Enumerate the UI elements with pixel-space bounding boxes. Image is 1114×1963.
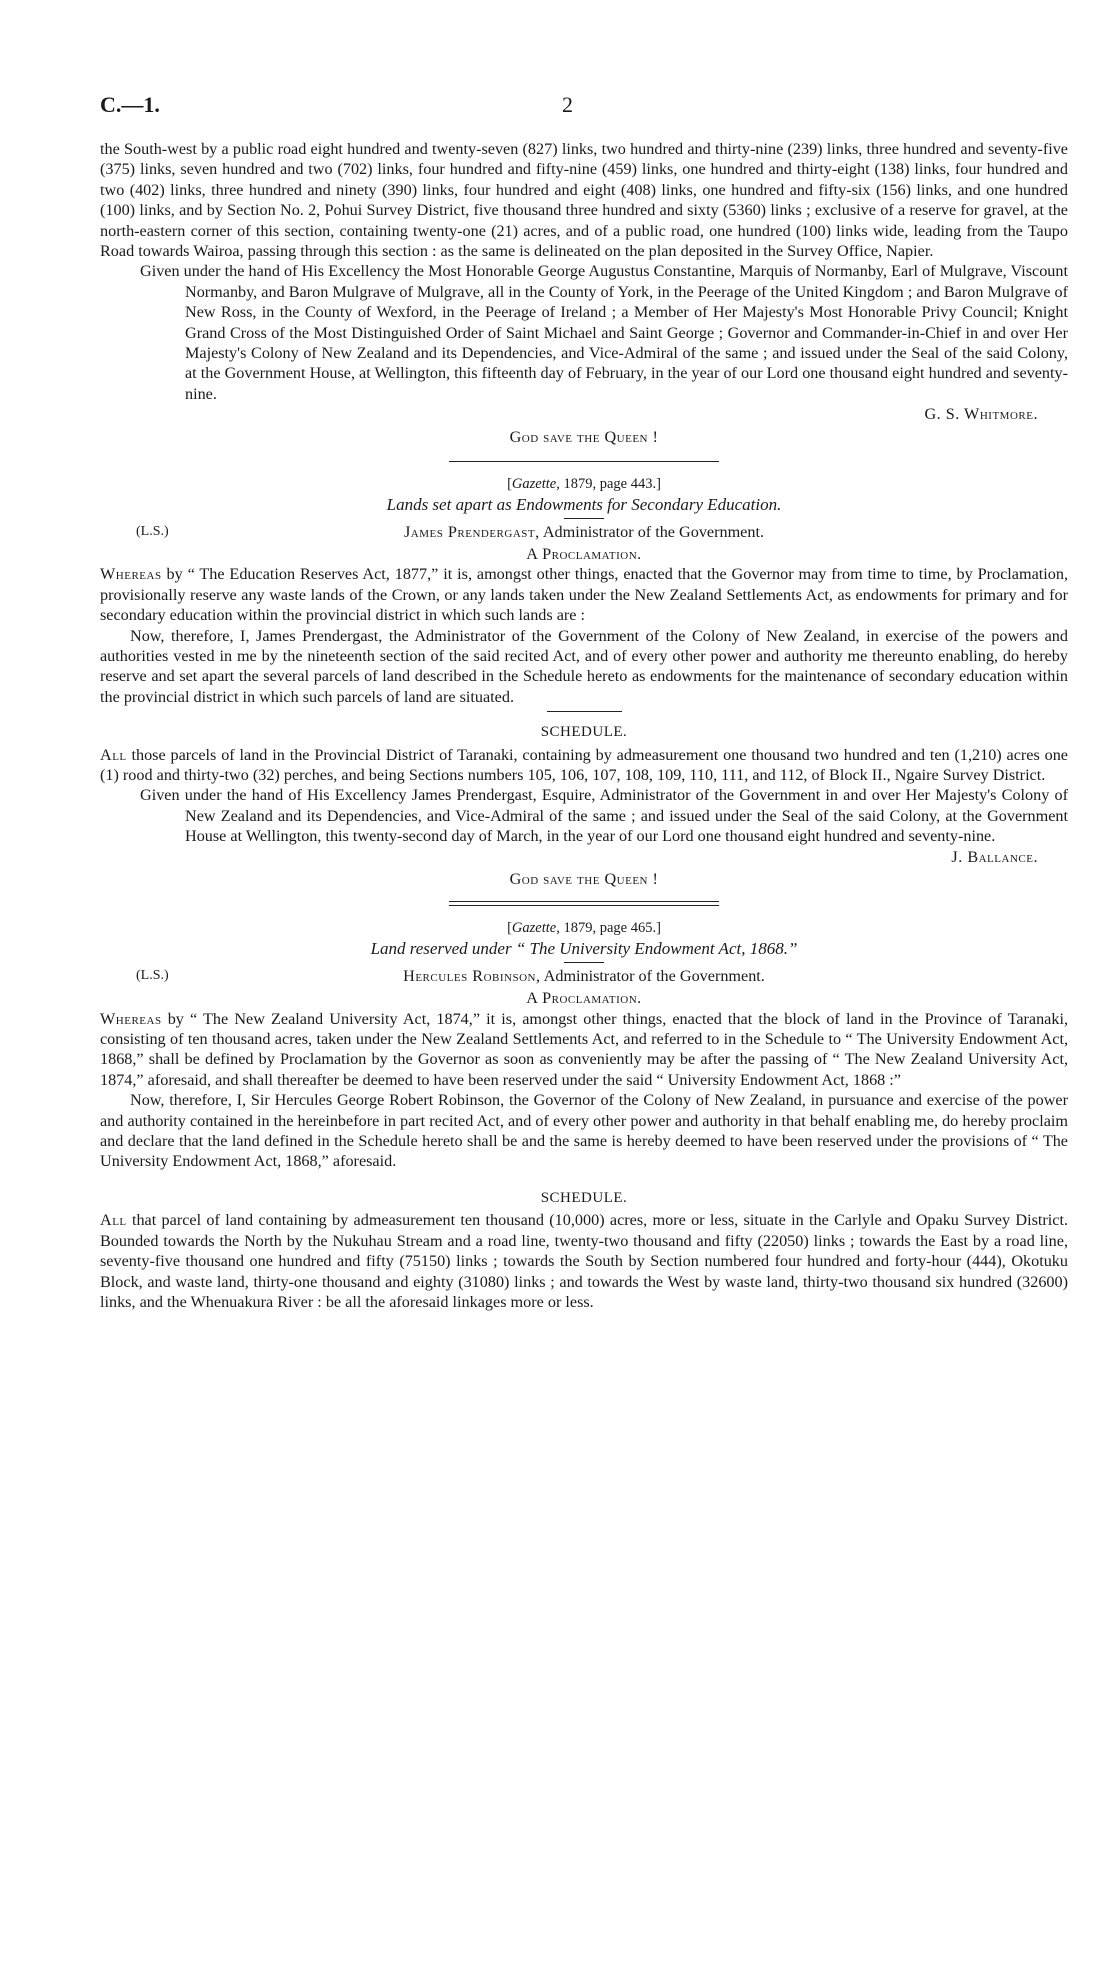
- document-page: [100, 92, 1068, 1312]
- signature-whitmore: G. S. Whitmore.: [924, 405, 1038, 424]
- now-therefore-paragraph: Now, therefore, I, Sir Hercules George Robert Robinson, the Governor of the Colony of New Zealand, in pursuance and exercise of the power and authority contained in the hereinbefore in part recited Act, and of every other power and authority in that behalf enabling me, do hereby proclaim and declare that the land defined in the Schedule hereto shall be and the same is hereby deemed to have been reserved under the provisions of “ The University Endowment Act, 1868,” aforesaid.: [100, 1091, 1068, 1171]
- page-number: 2: [562, 92, 573, 117]
- short-divider: [564, 518, 604, 519]
- god-save-the-queen: God save the Queen !: [509, 870, 659, 888]
- schedule-paragraph: [100, 1210, 1068, 1312]
- whereas-word: Whereas: [100, 1009, 162, 1028]
- schedule-text: those parcels of land in the Provincial District of Taranaki, containing by admeasurement one thousand two hundred and ten (1,210) acres one (1) rood and thirty-two (32) perches, and being Sections numbers 105, 106, 107, 108, 109, 110, 111, and 112, of Block II., Ngaire Survey District.: [100, 745, 1068, 784]
- schedule-heading: SCHEDULE.: [540, 1189, 628, 1206]
- administrator-name: James Prendergast,: [403, 522, 540, 541]
- whereas-text: by “ The Education Reserves Act, 1877,” it is, amongst other things, enacted that the Governor may from time to time, by Proclamation, provisionally reserve any waste lands of the Crown, or any lands taken under the New Zealand Settlements Act, as endowments for primary and for secondary education within the provincial district in which such lands are :: [100, 565, 1068, 625]
- proclamation-heading: A Proclamation.: [526, 989, 642, 1008]
- signature-ballance: J. Ballance.: [951, 847, 1038, 866]
- god-save-the-queen: God save the Queen !: [509, 427, 659, 446]
- gazette-reference: [Gazette, 1879, page 443.]: [507, 476, 661, 493]
- notice-subject: Land reserved under “ The University Endowment Act, 1868.”: [370, 938, 798, 958]
- proclamation-heading: A Proclamation.: [526, 544, 642, 563]
- administrator-title: Administrator of the Government.: [539, 522, 765, 541]
- whereas-paragraph: [100, 1009, 1068, 1091]
- series-code: C.—1.: [100, 92, 160, 117]
- gazette-word: Gazette,: [511, 476, 560, 493]
- page-header: [100, 92, 1068, 139]
- whereas-text: by “ The New Zealand University Act, 1874,” it is, amongst other things, enacted that the block of land in the Province of Taranaki, consisting of ten thousand acres, taken under the New Zealand Settlements Act, and referred to in the Schedule to “ The University Endowment Act, 1868,” shall be defined by Proclamation by the Governor as soon as conveniently may be after the passing of “ The New Zealand University Act, 1874,” aforesaid, and shall thereafter be deemed to have been reserved under the said “ University Endowment Act, 1868 :”: [100, 1009, 1068, 1089]
- section-divider: [449, 461, 719, 462]
- short-divider: [564, 962, 604, 963]
- all-word: All: [100, 745, 127, 764]
- all-word: All: [100, 1211, 127, 1230]
- whereas-word: Whereas: [100, 565, 162, 584]
- gazette-word: Gazette,: [511, 920, 560, 937]
- now-therefore-paragraph: Now, therefore, I, James Prendergast, the Administrator of the Government of the Colony of New Zealand, in exercise of the powers and authorities vested in me by the nineteenth section of the said recited Act, and of every other power and authority me thereunto enabling, do hereby reserve and set apart the several parcels of land described in the Schedule hereto as endowments for the maintenance of secondary education within the provincial district in which such parcels of land are situated.: [100, 626, 1068, 706]
- notice-subject: Lands set apart as Endowments for Secondary Education.: [386, 494, 782, 514]
- administrator-line: [100, 966, 1068, 988]
- continuation-paragraph: the South-west by a public road eight hundred and twenty-seven (827) links, two hundred and thirty-nine (239) links, three hundred and seventy-five (375) links, seven hundred and two (702) links, four hundred and fifty-nine (459) links, one hundred and thirty-eight (138) links, four hundred and two (402) links, three hundred and ninety (390) links, four hundred and eight (408) links, one hundred and fifty-six (156) links, and one hundred (100) links, and by Section No. 2, Pohui Survey District, five thousand three hundred and sixty (5360) links ; exclusive of a reserve for gravel, at the north-eastern corner of this section, containing twenty-one (21) acres, and of a public road, one hundred (100) links wide, leading from the Taupo Road towards Wairoa, passing through this section : as the same is delineated on the plan deposited in the Survey Office, Napier.: [100, 140, 1068, 261]
- schedule-text: that parcel of land containing by admeasurement ten thousand (10,000) acres, more or less, situate in the Carlyle and Opaku Survey District. Bounded towards the North by the Nukuhau Stream and a road line, twenty-two thousand and fifty (22050) links ; towards the East by a road line, seventy-five thousand one hundred and fifty (75150) links ; towards the South by Section numbered four hundred and forty-hour (444), Okotuku Block, and waste land, thirty-one thousand and eighty (31080) links ; and towards the West by waste land, thirty-two thousand six hundred (32600) links, and the Whenuakura River : be all the aforesaid linkages more or less.: [100, 1211, 1068, 1311]
- administrator-title: Administrator of the Government.: [540, 967, 765, 986]
- given-under-paragraph: Given under the hand of His Excellency the Most Honorable George Augustus Constantine, Marquis of Normanby, Earl of Mulgrave, Viscount Normanby, and Baron Mulgrave of Mulgrave, all in the County of York, in the Peerage of the United Kingdom ; and Baron Mulgrave of New Ross, in the County of Wexford, in the Peerage of Ireland ; a Member of Her Majesty's Most Honorable Privy Council; Knight Grand Cross of the Most Distinguished Order of Saint Michael and Saint George ; Governor and Commander-in-Chief in and over Her Majesty's Colony of New Zealand and its Dependencies, and Vice-Admiral of the same ; and issued under the Seal of the said Colony, at the Government House, at Wellington, this fifteenth day of February, in the year of our Lord one thousand eight hundred and seventy-nine.: [140, 262, 1068, 403]
- administrator-line: [100, 522, 1068, 544]
- schedule-divider: [547, 711, 622, 712]
- seal-mark: (L.S.): [136, 968, 169, 984]
- double-divider: [449, 901, 719, 906]
- gazette-ref: 1879, page 465.: [559, 920, 657, 937]
- gazette-reference: [Gazette, 1879, page 465.]: [507, 920, 661, 937]
- given-under-paragraph: Given under the hand of His Excellency James Prendergast, Esquire, Administrator of the Government in and over Her Majesty's Colony of New Zealand and its Dependencies, and Vice-Admiral of the same ; and issued under the Seal of the said Colony, at the Government House at Wellington, this twenty-second day of March, in the year of our Lord one thousand eight hundred and seventy-nine.: [140, 786, 1068, 846]
- schedule-paragraph: [100, 745, 1068, 786]
- administrator-name: Hercules Robinson,: [403, 967, 541, 986]
- schedule-heading: SCHEDULE.: [540, 724, 628, 741]
- whereas-paragraph: [100, 564, 1068, 625]
- seal-mark: (L.S.): [136, 523, 169, 539]
- gazette-ref: 1879, page 443.: [559, 476, 657, 493]
